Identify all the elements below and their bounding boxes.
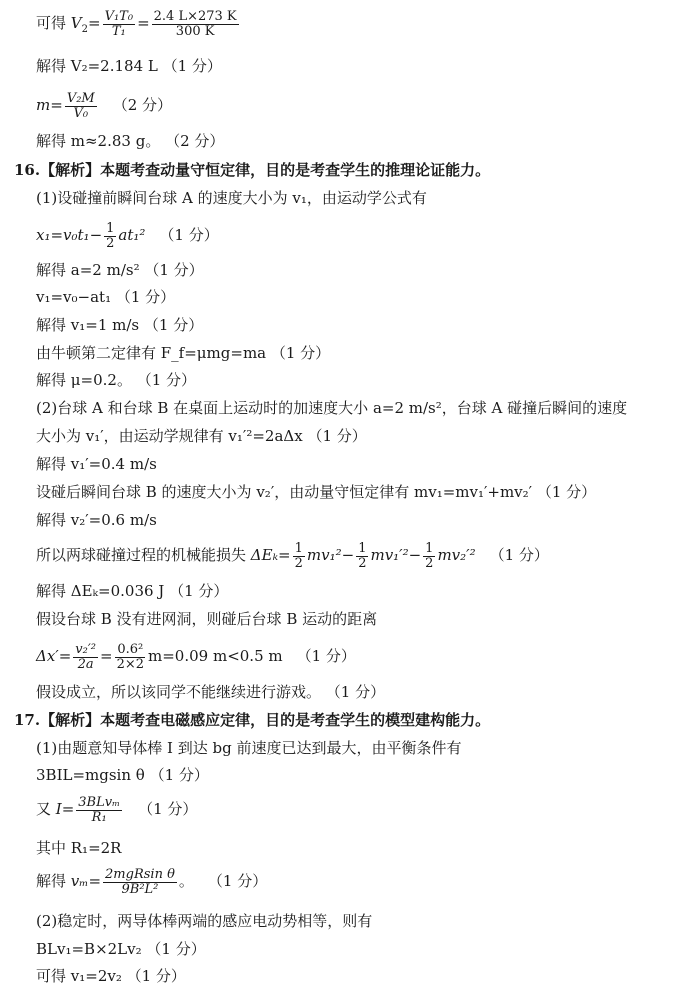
line-text: 解得 V₂=2.184 L （1 分） — [36, 57, 222, 75]
fraction: $\frac{\text{V₂M}}{\text{V₀}}$ — [66, 91, 95, 121]
score: （1 分） — [489, 546, 549, 565]
line-text: (1)由题意知导体棒 Ⅰ 到达 bg 前速度已达到最大，由平衡条件有 — [36, 739, 462, 757]
formula-v2: 可得 $V_2=$ $\frac{\text{V₁T₀}}{\text{T₁}}$ = $\frac{2.4 L\times 273 K}{300 K}$ — [36, 9, 237, 39]
fraction: $\frac{\text{0.6²}}{2\times 2}$ — [116, 642, 145, 672]
fraction: $\frac{\text{V₁T₀}}{\text{T₁}}$ — [104, 9, 134, 39]
line-text: 假设台球 B 没有进网洞，则碰后台球 B 运动的距离 — [36, 610, 378, 628]
score: （1 分） — [296, 647, 356, 666]
fraction: $\frac{1}{2}$ — [106, 221, 115, 251]
line-text: (2)稳定时，两导体棒两端的感应电动势相等，则有 — [36, 912, 373, 930]
question-16-header: 16.【解析】本题考查动量守恒定律，目的是考查学生的推理论证能力。 — [14, 161, 491, 179]
formula-x1: x₁=v₀t₁− $\frac{1}{2}$ at₁² （1 分） — [36, 221, 219, 251]
line-text: 由牛顿第二定律有 F_f=μmg=ma （1 分） — [36, 344, 331, 362]
text-prefix: 可得 — [36, 14, 71, 33]
fraction: $\frac{1}{2}$ — [425, 541, 434, 571]
formula-vm: 解得 vₘ= $\frac{\text{2mgRsin θ}}{\text{9B²L²}}$ 。 （1 分） — [36, 867, 268, 897]
formula-distance: Δx′= $\frac{\text{v₂′²}}{2a}$ = $\frac{\text{0.6²}}{2\times 2}$ m=0.09 m<0.5 m （1 分） — [36, 642, 356, 672]
formula-energy-loss: 所以两球碰撞过程的机械能损失 ΔEₖ= $\frac{1}{2}$ mv₁²− $\frac{1}{2}$ mv₁′²− $\frac{1}{2}$ mv₂′² （1 分） — [36, 541, 549, 571]
fraction: $\frac{1}{2}$ — [358, 541, 367, 571]
fraction: $\frac{2.4 L\times 273 K}{300 K}$ — [153, 9, 237, 39]
question-17-header: 17.【解析】本题考查电磁感应定律，目的是考查学生的模型建构能力。 — [14, 711, 491, 729]
line-text: BLv₁=B×2Lv₂ （1 分） — [36, 940, 206, 958]
score: （2 分） — [112, 96, 173, 115]
score: （1 分） — [207, 872, 268, 891]
line-text: 解得 a=2 m/s² （1 分） — [36, 261, 204, 279]
line-text: 解得 v₁=1 m/s （1 分） — [36, 316, 204, 334]
score: （1 分） — [138, 800, 198, 819]
line-text: 解得 v₁′=0.4 m/s — [36, 455, 157, 473]
line-text: 可得 v₁=2v₂ （1 分） — [36, 967, 186, 985]
line-text: (1)设碰撞前瞬间台球 A 的速度大小为 v₁，由运动学公式有 — [36, 189, 427, 207]
line-text: 解得 m≈2.83 g。 （2 分） — [36, 132, 225, 150]
line-text: 解得 μ=0.2。 （1 分） — [36, 371, 197, 389]
score: （1 分） — [159, 226, 219, 245]
line-text: v₁=v₀−at₁ （1 分） — [36, 288, 176, 306]
fraction: $\frac{1}{2}$ — [294, 541, 303, 571]
formula-m: m= $\frac{\text{V₂M}}{\text{V₀}}$ （2 分） — [36, 91, 173, 121]
line-text: (2)台球 A 和台球 B 在桌面上运动时的加速度大小 a=2 m/s²，台球 A 碰撞后瞬间的速度 — [36, 399, 628, 417]
fraction: $\frac{\text{3BLvₘ}}{\text{R₁}}$ — [78, 795, 121, 825]
fraction: $\frac{\text{v₂′²}}{2a}$ — [75, 642, 96, 672]
line-text: 3BIL=mgsin θ （1 分） — [36, 766, 209, 784]
formula-current: 又 I= $\frac{\text{3BLvₘ}}{\text{R₁}}$ （1 分） — [36, 795, 198, 825]
fraction: $\frac{\text{2mgRsin θ}}{\text{9B²L²}}$ — [105, 867, 175, 897]
line-text: 解得 v₂′=0.6 m/s — [36, 511, 157, 529]
line-text: 大小为 v₁′，由运动学规律有 v₁′²=2aΔx （1 分） — [36, 427, 367, 445]
line-text: 其中 R₁=2R — [36, 839, 122, 857]
line-text: 设碰后瞬间台球 B 的速度大小为 v₂′，由动量守恒定律有 mv₁=mv₁′+mv₂′ （1 分） — [36, 483, 597, 501]
line-text: 假设成立，所以该同学不能继续进行游戏。 （1 分） — [36, 683, 386, 701]
line-text: 解得 ΔEₖ=0.036 J （1 分） — [36, 582, 229, 600]
